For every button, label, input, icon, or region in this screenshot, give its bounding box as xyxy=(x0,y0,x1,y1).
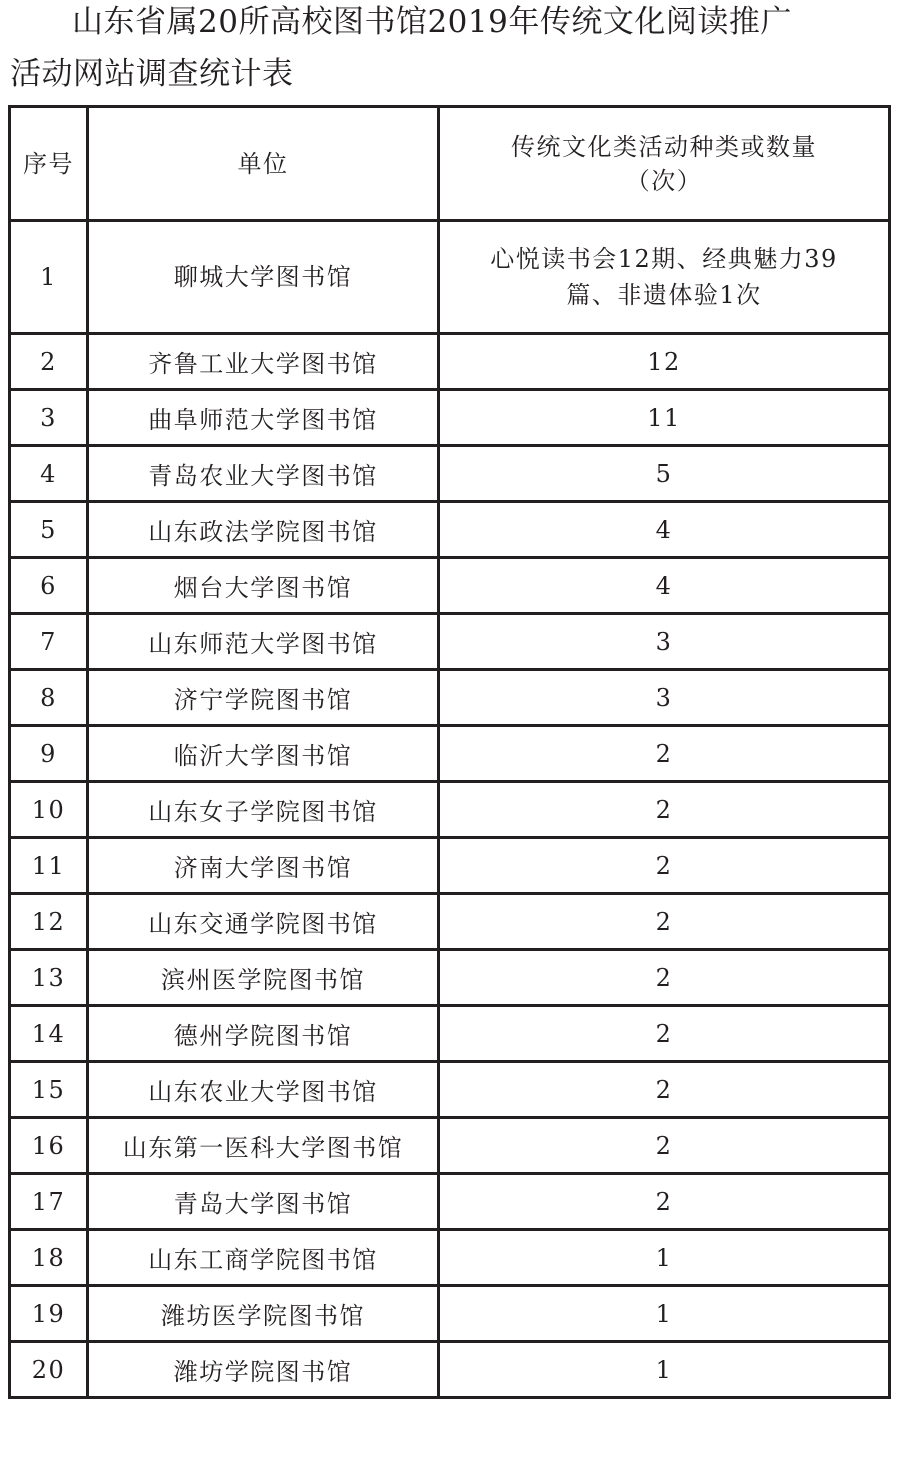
row-activity: 4 xyxy=(439,502,890,558)
row-activity: 2 xyxy=(439,1118,890,1174)
table-row xyxy=(10,1286,890,1342)
row-activity: 2 xyxy=(439,838,890,894)
table-row xyxy=(10,782,890,838)
table-row xyxy=(10,446,890,502)
table-row xyxy=(10,1118,890,1174)
row-activity: 1 xyxy=(439,1286,890,1342)
table-row xyxy=(10,221,890,334)
row-index: 4 xyxy=(10,446,88,502)
row-unit: 山东政法学院图书馆 xyxy=(88,502,439,558)
statistics-table xyxy=(8,105,891,1399)
table-row xyxy=(10,502,890,558)
row-unit: 聊城大学图书馆 xyxy=(88,221,439,334)
header-activity xyxy=(439,107,890,221)
table-row xyxy=(10,1174,890,1230)
row-unit: 德州学院图书馆 xyxy=(88,1006,439,1062)
row-activity: 5 xyxy=(439,446,890,502)
row-unit: 临沂大学图书馆 xyxy=(88,726,439,782)
row-unit: 潍坊医学院图书馆 xyxy=(88,1286,439,1342)
row-index: 11 xyxy=(10,838,88,894)
row-index: 16 xyxy=(10,1118,88,1174)
row-unit: 山东农业大学图书馆 xyxy=(88,1062,439,1118)
table-row xyxy=(10,1342,890,1398)
row-activity: 2 xyxy=(439,782,890,838)
table-row xyxy=(10,838,890,894)
row-unit: 山东交通学院图书馆 xyxy=(88,894,439,950)
row-index: 12 xyxy=(10,894,88,950)
row-activity: 2 xyxy=(439,1006,890,1062)
row-unit: 齐鲁工业大学图书馆 xyxy=(88,334,439,390)
row-index: 2 xyxy=(10,334,88,390)
header-unit: 单位 xyxy=(88,107,439,221)
row-index: 10 xyxy=(10,782,88,838)
row-activity-line-1: 心悦读书会12期、经典魅力39 xyxy=(490,245,838,273)
row-unit: 济宁学院图书馆 xyxy=(88,670,439,726)
row-activity: 2 xyxy=(439,1062,890,1118)
header-index: 序号 xyxy=(10,107,88,221)
row-activity: 1 xyxy=(439,1230,890,1286)
row-unit: 山东女子学院图书馆 xyxy=(88,782,439,838)
header-activity-line-1: 传统文化类活动种类或数量 xyxy=(511,132,817,161)
row-index: 5 xyxy=(10,502,88,558)
table-row xyxy=(10,894,890,950)
header-activity-line-2: （次） xyxy=(625,166,703,195)
table-row xyxy=(10,670,890,726)
row-unit: 青岛大学图书馆 xyxy=(88,1174,439,1230)
title-line-1: 山东省属20所高校图书馆2019年传统文化阅读推广 xyxy=(72,4,792,40)
row-activity: 3 xyxy=(439,670,890,726)
row-activity-line-2: 篇、非遗体验1次 xyxy=(566,281,762,309)
row-index: 7 xyxy=(10,614,88,670)
row-activity: 2 xyxy=(439,726,890,782)
table-row xyxy=(10,1062,890,1118)
row-activity: 2 xyxy=(439,1174,890,1230)
row-unit: 山东师范大学图书馆 xyxy=(88,614,439,670)
row-index: 6 xyxy=(10,558,88,614)
table-row xyxy=(10,726,890,782)
row-activity: 3 xyxy=(439,614,890,670)
row-activity: 2 xyxy=(439,950,890,1006)
row-activity: 1 xyxy=(439,1342,890,1398)
row-index: 13 xyxy=(10,950,88,1006)
table-row xyxy=(10,334,890,390)
row-index: 3 xyxy=(10,390,88,446)
row-index: 1 xyxy=(10,221,88,334)
row-index: 15 xyxy=(10,1062,88,1118)
row-index: 20 xyxy=(10,1342,88,1398)
table-row xyxy=(10,1230,890,1286)
row-unit: 潍坊学院图书馆 xyxy=(88,1342,439,1398)
row-unit: 曲阜师范大学图书馆 xyxy=(88,390,439,446)
title-line-2: 活动网站调查统计表 xyxy=(10,56,294,92)
row-index: 9 xyxy=(10,726,88,782)
table-row xyxy=(10,614,890,670)
row-index: 18 xyxy=(10,1230,88,1286)
row-unit: 山东第一医科大学图书馆 xyxy=(88,1118,439,1174)
row-unit: 烟台大学图书馆 xyxy=(88,558,439,614)
row-unit: 济南大学图书馆 xyxy=(88,838,439,894)
row-unit: 山东工商学院图书馆 xyxy=(88,1230,439,1286)
row-index: 8 xyxy=(10,670,88,726)
row-unit: 青岛农业大学图书馆 xyxy=(88,446,439,502)
row-index: 19 xyxy=(10,1286,88,1342)
row-activity: 11 xyxy=(439,390,890,446)
row-index: 17 xyxy=(10,1174,88,1230)
table-row xyxy=(10,558,890,614)
row-activity: 12 xyxy=(439,334,890,390)
row-index: 14 xyxy=(10,1006,88,1062)
row-activity xyxy=(439,221,890,334)
row-activity: 4 xyxy=(439,558,890,614)
table-row xyxy=(10,390,890,446)
row-activity: 2 xyxy=(439,894,890,950)
table-row xyxy=(10,950,890,1006)
row-unit: 滨州医学院图书馆 xyxy=(88,950,439,1006)
table-header-row xyxy=(10,107,890,221)
table-row xyxy=(10,1006,890,1062)
